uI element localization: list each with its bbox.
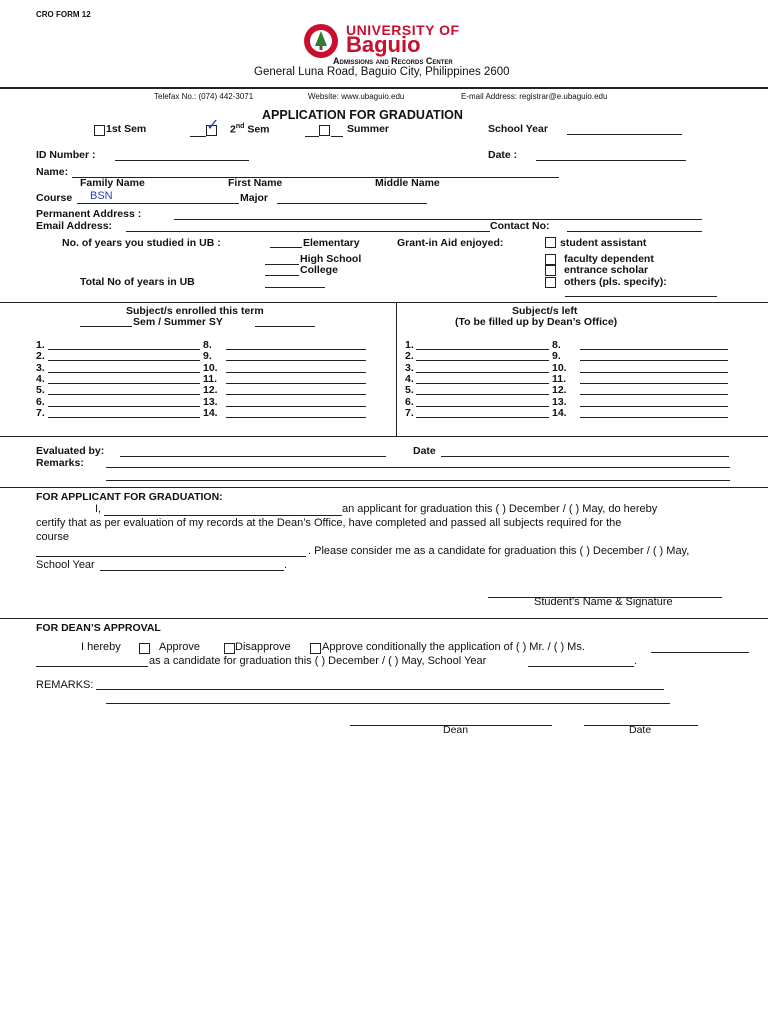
school-year-label: School Year — [488, 123, 548, 135]
subject-number: 2. — [36, 350, 45, 363]
subject-line-field[interactable] — [48, 372, 200, 373]
permanent-address-label: Permanent Address : — [36, 208, 142, 220]
dean-school-year-field[interactable] — [528, 666, 634, 667]
id-number-field[interactable] — [115, 160, 249, 161]
subject-line-field[interactable] — [226, 372, 366, 373]
subject-number: 8. — [552, 339, 561, 351]
subject-line-field[interactable] — [580, 360, 728, 361]
subject-line-field[interactable] — [48, 360, 200, 361]
subject-number: 5. — [405, 384, 414, 397]
subject-number: 13. — [552, 395, 567, 408]
faculty-dependent-checkbox[interactable] — [545, 254, 556, 265]
family-name-caption: Family Name — [80, 177, 145, 189]
first-sem-label: 1st Sem — [106, 123, 147, 135]
high-school-label: High School — [300, 253, 362, 265]
subject-line-field[interactable] — [580, 349, 728, 350]
first-sem-checkbox[interactable] — [94, 125, 105, 136]
subject-number: 10. — [203, 361, 218, 374]
approve-checkbox[interactable] — [139, 643, 150, 654]
name-field[interactable] — [72, 177, 559, 178]
subject-number: 5. — [36, 384, 45, 397]
subject-line-field[interactable] — [48, 394, 200, 395]
subject-number: 7. — [36, 406, 45, 419]
high-school-years-field[interactable] — [265, 264, 299, 265]
subjects-enrolled-title: Subject/s enrolled this term — [126, 305, 264, 317]
dean-remarks-field[interactable] — [96, 689, 664, 690]
grant-label: Grant-in Aid enjoyed: — [397, 237, 504, 249]
first-name-caption: First Name — [228, 177, 283, 189]
subject-line-field[interactable] — [226, 394, 366, 395]
dean-heading: FOR DEAN’S APPROVAL — [36, 622, 161, 634]
others-label: others (pls. specify): — [564, 276, 667, 288]
subject-number: 4. — [405, 372, 414, 385]
subject-number: 3. — [405, 361, 414, 374]
course-field[interactable] — [77, 203, 239, 204]
elementary-years-field[interactable] — [270, 247, 302, 248]
evaluated-by-label: Evaluated by: — [36, 445, 105, 457]
applicant-i: I, — [95, 503, 102, 515]
major-field[interactable] — [277, 203, 427, 204]
major-label: Major — [240, 192, 269, 204]
contact-no-label: Contact No: — [490, 220, 550, 232]
subject-line-field[interactable] — [580, 406, 728, 407]
telefax: Telefax No.: (074) 442-3071 — [154, 92, 254, 101]
subject-line-field[interactable] — [48, 417, 200, 418]
applicant-school-year-label: School Year — [36, 559, 95, 571]
middle-name-caption: Middle Name — [375, 177, 440, 189]
summer-label: Summer — [347, 123, 390, 135]
subject-number: 1. — [36, 339, 45, 351]
evaluated-by-field[interactable] — [120, 456, 386, 457]
subject-number: 2. — [405, 350, 414, 363]
dean-date-caption: Date — [629, 724, 652, 736]
date-field[interactable] — [536, 160, 686, 161]
subject-number: 9. — [552, 350, 561, 363]
course-value[interactable]: BSN — [90, 190, 113, 202]
faculty-dependent-label: faculty dependent — [564, 253, 654, 265]
approve-label: Approve — [159, 641, 200, 653]
subject-line-field[interactable] — [48, 349, 200, 350]
college-label: College — [300, 264, 338, 276]
email-address-label: Email Address: — [36, 220, 113, 232]
dean-candidate-line: as a candidate for graduation this ( ) December / ( ) May, School Year — [149, 655, 487, 667]
subject-number: 11. — [552, 372, 567, 385]
others-checkbox[interactable] — [545, 277, 556, 288]
approve-conditionally-label: Approve conditionally the application of ( ) Mr. / ( ) Ms. — [322, 641, 585, 653]
subject-number: 9. — [203, 350, 212, 363]
subject-number: 14. — [552, 406, 567, 419]
permanent-address-field[interactable] — [174, 219, 702, 220]
subject-line-field[interactable] — [226, 360, 366, 361]
subject-line-field[interactable] — [416, 360, 549, 361]
student-assistant-label: student assistant — [560, 237, 647, 249]
dean-remarks-field-2[interactable] — [106, 703, 670, 704]
years-label: No. of years you studied in UB : — [62, 237, 221, 249]
subject-line-field[interactable] — [580, 372, 728, 373]
applicant-school-year-field[interactable] — [100, 570, 284, 571]
subject-line-field[interactable] — [416, 394, 549, 395]
subject-number: 8. — [203, 339, 212, 351]
subject-line-field[interactable] — [226, 349, 366, 350]
entrance-scholar-label: entrance scholar — [564, 264, 649, 276]
email-contact: E-mail Address: registrar@e.ubaguio.edu — [461, 92, 608, 101]
form-code: CRO FORM 12 — [36, 10, 91, 19]
remarks-field-line2[interactable] — [106, 480, 730, 481]
subject-line-field[interactable] — [226, 406, 366, 407]
date-label: Date : — [488, 149, 518, 161]
email-address-field[interactable] — [126, 231, 490, 232]
contact-no-field[interactable] — [567, 231, 702, 232]
subject-number: 6. — [405, 395, 414, 408]
subject-line-field[interactable] — [226, 417, 366, 418]
applicant-line4: . Please consider me as a candidate for graduation this ( ) December / ( ) May, — [308, 545, 690, 557]
course-name-field[interactable] — [36, 556, 306, 557]
subject-line-field[interactable] — [416, 383, 549, 384]
college-years-field[interactable] — [265, 275, 299, 276]
total-years-label: Total No of years in UB — [80, 276, 195, 288]
signature-caption: Student’s Name & Signature — [534, 596, 673, 608]
dean-student-name-field[interactable] — [651, 652, 749, 653]
office-address: General Luna Road, Baguio City, Philippines 2600 — [254, 66, 510, 78]
university-name-line2: Baguio — [346, 32, 421, 57]
disapprove-label: Disapprove — [235, 641, 291, 653]
disapprove-checkbox[interactable] — [224, 643, 235, 654]
remarks-field[interactable] — [106, 467, 730, 468]
dean-caption: Dean — [443, 724, 469, 736]
subject-line-field[interactable] — [580, 417, 728, 418]
subject-line-field[interactable] — [416, 372, 549, 373]
applicant-heading: FOR APPLICANT FOR GRADUATION: — [36, 491, 223, 503]
subject-number: 1. — [405, 339, 414, 351]
subjects-enrolled-subtitle: Sem / Summer SY — [133, 316, 223, 328]
applicant-name-field[interactable] — [104, 515, 342, 516]
check-mark-icon: ✓ — [206, 117, 220, 134]
total-years-field[interactable] — [265, 287, 325, 288]
university-seal-icon — [300, 22, 342, 60]
subject-line-field[interactable] — [48, 383, 200, 384]
university-name-line1: UNIVERSITY OF — [346, 22, 460, 38]
subject-line-field[interactable] — [580, 383, 728, 384]
approve-conditionally-checkbox[interactable] — [310, 643, 321, 654]
applicant-line3: course — [36, 531, 70, 543]
office-name: Admissions and Records Center — [333, 56, 453, 66]
subject-line-field[interactable] — [416, 406, 549, 407]
second-sem-label: 2nd Sem — [230, 123, 270, 136]
evaluation-date-field[interactable] — [441, 456, 729, 457]
subject-number: 13. — [203, 395, 218, 408]
subject-line-field[interactable] — [416, 349, 549, 350]
subjects-left-title: Subject/s left — [512, 305, 578, 317]
subject-line-field[interactable] — [416, 417, 549, 418]
subjects-left-subtitle: (To be filled up by Dean’s Office) — [455, 316, 618, 328]
applicant-line2: certify that as per evaluation of my records at the Dean’s Office, have completed and passed all subjects required for the — [36, 517, 622, 529]
subject-number: 6. — [36, 395, 45, 408]
school-year-sy-field[interactable] — [255, 326, 315, 327]
name-label: Name: — [36, 166, 69, 178]
subject-number: 3. — [36, 361, 45, 374]
subject-number: 11. — [203, 372, 218, 385]
applicant-line1: an applicant for graduation this ( ) December / ( ) May, do hereby — [342, 503, 658, 515]
others-specify-field[interactable] — [565, 296, 717, 297]
subject-number: 14. — [203, 406, 218, 419]
subject-number: 7. — [405, 406, 414, 419]
school-year-field[interactable] — [567, 134, 682, 135]
subject-number: 12. — [203, 384, 218, 397]
subject-number: 12. — [552, 384, 567, 397]
dean-student-name-field-2[interactable] — [36, 666, 148, 667]
course-label: Course — [36, 192, 73, 204]
form-title: APPLICATION FOR GRADUATION — [262, 108, 463, 122]
dean-hereby: I hereby — [81, 641, 121, 653]
id-number-label: ID Number : — [36, 149, 96, 161]
evaluation-date-label: Date — [413, 445, 436, 457]
student-assistant-checkbox[interactable] — [545, 237, 556, 248]
remarks-label: Remarks: — [36, 457, 84, 469]
elementary-label: Elementary — [303, 237, 360, 249]
entrance-scholar-checkbox[interactable] — [545, 265, 556, 276]
dean-remarks-label: REMARKS: — [36, 679, 94, 691]
subject-number: 4. — [36, 372, 45, 385]
subject-line-field[interactable] — [226, 383, 366, 384]
subject-line-field[interactable] — [48, 406, 200, 407]
subject-number: 10. — [552, 361, 567, 374]
subject-line-field[interactable] — [580, 394, 728, 395]
summer-checkbox[interactable] — [319, 125, 330, 136]
website: Website: www.ubaguio.edu — [308, 92, 405, 101]
